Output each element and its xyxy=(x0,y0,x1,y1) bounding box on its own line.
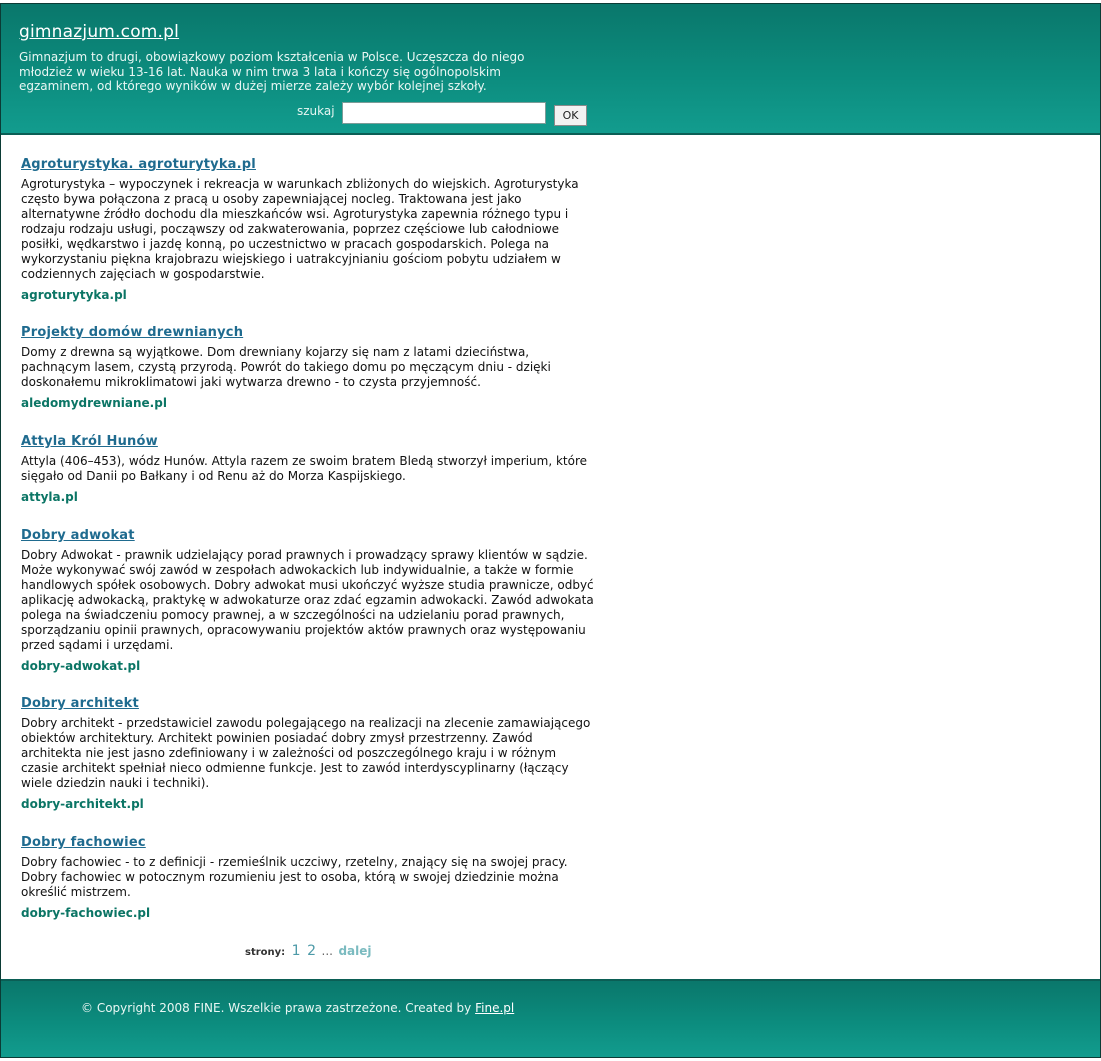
entry xyxy=(21,695,596,812)
entry-url-link[interactable]: dobry-fachowiec.pl xyxy=(21,906,151,920)
entry-url-link[interactable]: dobry-architekt.pl xyxy=(21,797,144,811)
entry xyxy=(21,156,596,303)
pagination xyxy=(245,943,372,959)
pagination-label: strony: xyxy=(245,947,286,958)
entry-url-link[interactable]: attyla.pl xyxy=(21,490,78,504)
entry xyxy=(21,834,596,921)
entry xyxy=(21,324,596,411)
entry-description: Attyla (406–453), wódz Hunów. Attyla razem ze swoim bratem Bledą stworzył imperium, które sięgało od Danii po Bałkany i od Renu aż do Morza Kaspijskiego. xyxy=(21,454,588,483)
search-input[interactable] xyxy=(342,102,546,124)
page-link-2[interactable]: 2 xyxy=(307,943,317,959)
next-page-link[interactable]: dalej xyxy=(338,944,372,958)
fine-link[interactable]: Fine.pl xyxy=(475,1001,515,1015)
entry-description: Dobry architekt - przedstawiciel zawodu polegającego na realizacji na zlecenie zamawiającego obiektów architektury. Architekt powinien posiadać dobry zmysł przestrzenny. Zawód architekta nie jest jasno zdefiniowany i w zależności od poszczególnego kraju i w różnym czasie architekt spełniał nieco odmienne funkcje. Jest to zawód interdyscyplinarny (łączący wiele dziedzin nauki i techniki). xyxy=(21,716,591,790)
entry-title-link[interactable]: Dobry adwokat xyxy=(21,528,135,543)
footer xyxy=(1,979,1100,1057)
site-title-link[interactable]: gimnazjum.com.pl xyxy=(19,22,180,42)
search-ok-button[interactable]: OK xyxy=(554,105,587,126)
entry-title-link[interactable]: Attyla Król Hunów xyxy=(21,434,158,449)
entry-title-link[interactable]: Projekty domów drewnianych xyxy=(21,325,244,340)
entry-title-link[interactable]: Dobry architekt xyxy=(21,696,139,711)
pagination-ellipsis: ... xyxy=(321,944,333,958)
header xyxy=(1,4,1100,135)
search-label: szukaj xyxy=(297,104,335,118)
entry-description: Domy z drewna są wyjątkowe. Dom drewniany kojarzy się nam z latami dzieciństwa, pachnącym lasem, czystą przyrodą. Powrót do takiego domu po męczącym dniu - dzięki doskonałemu mikroklimatowi jaki wytwarza drewno - to czysta przyjemność. xyxy=(21,345,551,389)
entry-url-link[interactable]: agroturytyka.pl xyxy=(21,288,127,302)
entry-description: Dobry Adwokat - prawnik udzielający porad prawnych i prowadzący sprawy klientów w sądzie. Może wykonywać swój zawód w zespołach adwokackich lub indywidualnie, a także w formie handlowych spółek osobowych. Dobry adwokat musi ukończyć wyższe studia prawnicze, odbyć aplikację adwokacką, praktykę w adwokaturze oraz zdać egzamin adwokacki. Zawód adwokata polega na świadczeniu pomocy prawnej, a w szczególności na udzielaniu porad prawnych, sporządzaniu opinii prawnych, opracowywaniu projektów aktów prawnych oraz występowaniu przed sądami i urzędami. xyxy=(21,548,594,652)
site-intro: Gimnazjum to drugi, obowiązkowy poziom kształcenia w Polsce. Uczęszcza do niego młodzież w wieku 13-16 lat. Nauka w nim trwa 3 lata i kończy się ogólnopolskim egzaminem, od którego wyników w dużej mierze zależy wybór kolejnej szkoły. xyxy=(19,50,525,93)
entry-url-link[interactable]: dobry-adwokat.pl xyxy=(21,659,141,673)
page-link-1[interactable]: 1 xyxy=(291,943,301,959)
entry xyxy=(21,433,596,505)
entry-title-link[interactable]: Dobry fachowiec xyxy=(21,835,146,850)
entry-title-link[interactable]: Agroturystyka. agroturytyka.pl xyxy=(21,157,256,172)
entry-description: Dobry fachowiec - to z definicji - rzemieślnik uczciwy, rzetelny, znający się na swojej pracy. Dobry fachowiec w potocznym rozumieniu jest to osoba, którą w swojej dziedzinie można określić mistrzem. xyxy=(21,855,568,899)
entry-url-link[interactable]: aledomydrewniane.pl xyxy=(21,396,167,410)
entry-description: Agroturystyka – wypoczynek i rekreacja w warunkach zbliżonych do wiejskich. Agroturystyka często bywa połączona z pracą u osoby zapewniającej nocleg. Traktowana jest jako alternatywne źródło dochodu dla mieszkańców wsi. Agroturystyka zapewnia różnego typu i rodzaju rodzaju usługi, począwszy od zakwaterowania, poprzez częściowe lub całodniowe posiłki, wędkarstwo i jazdę konną, po uczestnictwo w pracach gospodarskich. Polega na wykorzystaniu piękna krajobrazu wiejskiego i uatrakcyjnianiu gościom pobytu udziałem w codziennych zajęciach w gospodarstwie. xyxy=(21,177,579,281)
entry xyxy=(21,527,596,674)
footer-text xyxy=(81,1001,514,1015)
copyright-text: © Copyright 2008 FINE. Wszelkie prawa zastrzeżone. Created by xyxy=(81,1001,472,1015)
